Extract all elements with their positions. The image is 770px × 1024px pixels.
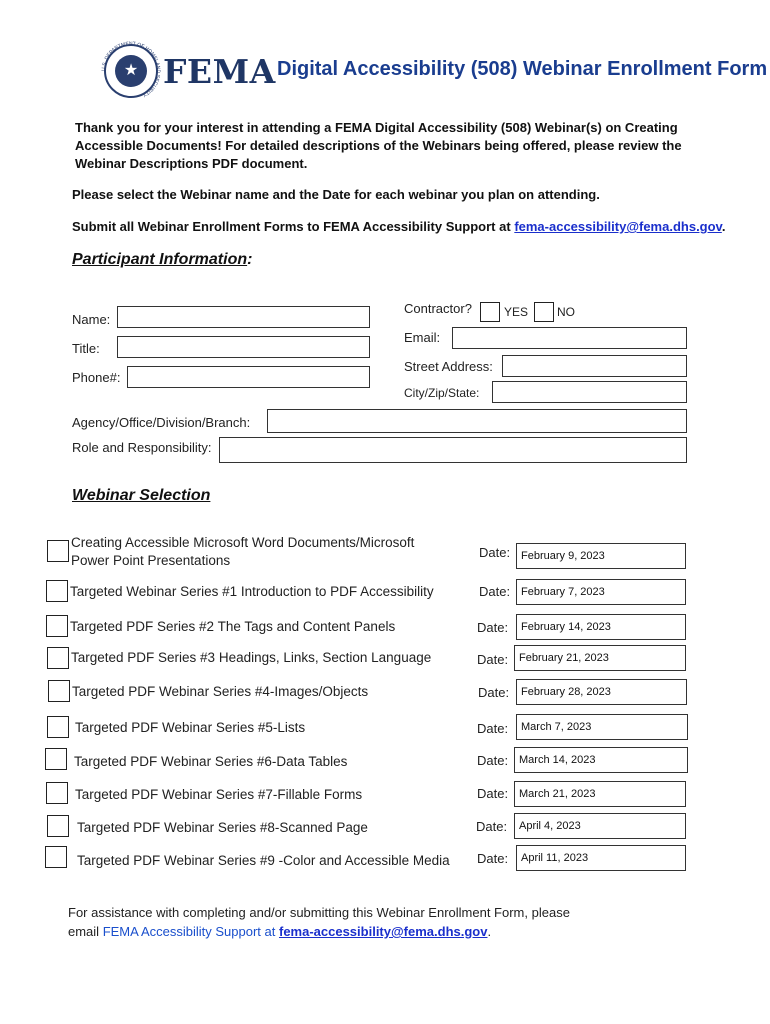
email-label: Email: — [404, 330, 441, 345]
webinar-7-checkbox[interactable] — [45, 748, 67, 770]
webinar-10-name: Targeted PDF Webinar Series #9 -Color and Accessible Media — [77, 853, 450, 868]
footer-help-text — [68, 903, 668, 941]
eagle-icon: ★ — [123, 62, 139, 79]
webinar-3-date-label: Date: — [477, 620, 509, 635]
webinar-1-name: Creating Accessible Microsoft Word Documents/Microsoft Power Point Presentations — [71, 535, 415, 568]
webinar-5-checkbox[interactable] — [48, 680, 70, 702]
webinar-1-checkbox[interactable] — [47, 540, 69, 562]
webinar-3-date-field[interactable]: February 14, 2023 — [516, 614, 686, 640]
webinar-8-checkbox[interactable] — [46, 782, 68, 804]
webinar-2-date-field[interactable]: February 7, 2023 — [516, 579, 686, 605]
submit-email-link[interactable]: fema-accessibility@fema.dhs.gov — [514, 219, 722, 234]
street-address-label: Street Address: — [404, 359, 493, 374]
webinar-6-date-field[interactable]: March 7, 2023 — [516, 714, 688, 740]
contractor-yes-checkbox[interactable] — [480, 302, 500, 322]
participant-heading: Participant Information: — [72, 251, 253, 268]
title-field[interactable] — [117, 336, 370, 358]
phone-label: Phone#: — [72, 370, 121, 385]
webinar-6-name: Targeted PDF Webinar Series #5-Lists — [75, 720, 306, 735]
webinar-3-checkbox[interactable] — [46, 615, 68, 637]
footer-line-1: For assistance with completing and/or submitting this Webinar Enrollment Form, please — [68, 905, 570, 920]
webinar-5-date-label: Date: — [478, 685, 510, 700]
title-label: Title: — [72, 341, 100, 356]
webinar-9-date-label: Date: — [476, 819, 508, 834]
name-field[interactable] — [117, 306, 370, 328]
submit-suffix: . — [721, 219, 726, 234]
webinar-2-name: Targeted Webinar Series #1 Introduction to PDF Accessibility — [70, 584, 434, 599]
city-zip-state-label: City/Zip/State: — [404, 386, 480, 400]
webinar-4-date-label: Date: — [477, 652, 509, 667]
webinar-4-name: Targeted PDF Series #3 Headings, Links, Section Language — [71, 650, 432, 665]
webinar-9-checkbox[interactable] — [47, 815, 69, 837]
support-name: FEMA Accessibility Support at — [102, 924, 279, 939]
webinar-8-date-label: Date: — [477, 786, 509, 801]
webinar-4-checkbox[interactable] — [47, 647, 69, 669]
contractor-label: Contractor? — [404, 301, 472, 316]
webinar-2-date-label: Date: — [479, 584, 511, 599]
role-field[interactable] — [219, 437, 687, 463]
webinar-6-date-label: Date: — [477, 721, 509, 736]
webinar-5-name: Targeted PDF Webinar Series #4-Images/Objects — [72, 684, 369, 699]
svg-text:U.S. DEPARTMENT OF HOMELAND SE: U.S. DEPARTMENT OF HOMELAND SECURITY — [100, 40, 162, 98]
webinar-6-checkbox[interactable] — [47, 716, 69, 738]
webinar-5-date-field[interactable]: February 28, 2023 — [516, 679, 687, 705]
city-zip-state-field[interactable] — [492, 381, 687, 403]
agency-label: Agency/Office/Division/Branch: — [72, 415, 251, 430]
page-title: Digital Accessibility (508) Webinar Enrollment Form — [277, 58, 768, 80]
agency-field[interactable] — [267, 409, 687, 433]
no-label: NO — [557, 305, 575, 319]
webinar-8-name: Targeted PDF Webinar Series #7-Fillable Forms — [75, 787, 363, 802]
yes-label: YES — [504, 305, 529, 319]
submit-prefix: Submit all Webinar Enrollment Forms to FEMA Accessibility Support at — [72, 219, 515, 234]
webinar-7-name: Targeted PDF Webinar Series #6-Data Tables — [74, 754, 348, 769]
webinar-9-name: Targeted PDF Webinar Series #8-Scanned Page — [77, 820, 368, 835]
webinar-8-date-field[interactable]: March 21, 2023 — [514, 781, 686, 807]
email-field[interactable] — [452, 327, 687, 349]
webinar-7-date-field[interactable]: March 14, 2023 — [514, 747, 688, 773]
fema-logo-text: FEMA — [163, 52, 276, 91]
contractor-no-checkbox[interactable] — [534, 302, 554, 322]
phone-field[interactable] — [127, 366, 370, 388]
webinar-10-date-label: Date: — [477, 851, 509, 866]
webinar-4-date-field[interactable]: February 21, 2023 — [514, 645, 686, 671]
webinar-3-name: Targeted PDF Series #2 The Tags and Content Panels — [70, 619, 396, 634]
webinar-10-date-field[interactable]: April 11, 2023 — [516, 845, 686, 871]
webinar-10-checkbox[interactable] — [45, 846, 67, 868]
footer-email-link[interactable]: fema-accessibility@fema.dhs.gov — [278, 924, 488, 939]
name-label: Name: — [72, 312, 111, 327]
webinar-1-date-field[interactable]: February 9, 2023 — [516, 543, 686, 569]
webinar-1-date-label: Date: — [479, 545, 511, 560]
webinar-2-checkbox[interactable] — [46, 580, 68, 602]
webinar-9-date-field[interactable]: April 4, 2023 — [514, 813, 686, 839]
seal-ring-text — [100, 40, 162, 102]
webinar-selection-heading: Webinar Selection — [72, 487, 211, 504]
webinar-7-date-label: Date: — [477, 753, 509, 768]
submit-instruction — [72, 219, 725, 234]
intro-paragraph: Thank you for your interest in attending a FEMA Digital Accessibility (508) Webinar(s) on Creating Accessible Documents! For detailed descriptions of the Webinars being offered, please review the Webinar Descriptions PDF document. — [75, 120, 682, 171]
select-instruction: Please select the Webinar name and the Date for each webinar you plan on attending. — [72, 187, 600, 202]
role-label: Role and Responsibility: — [72, 440, 212, 455]
footer-line-2: email FEMA Accessibility Support at fema-accessibility@fema.dhs.gov. — [68, 924, 492, 939]
street-address-field[interactable] — [502, 355, 687, 377]
